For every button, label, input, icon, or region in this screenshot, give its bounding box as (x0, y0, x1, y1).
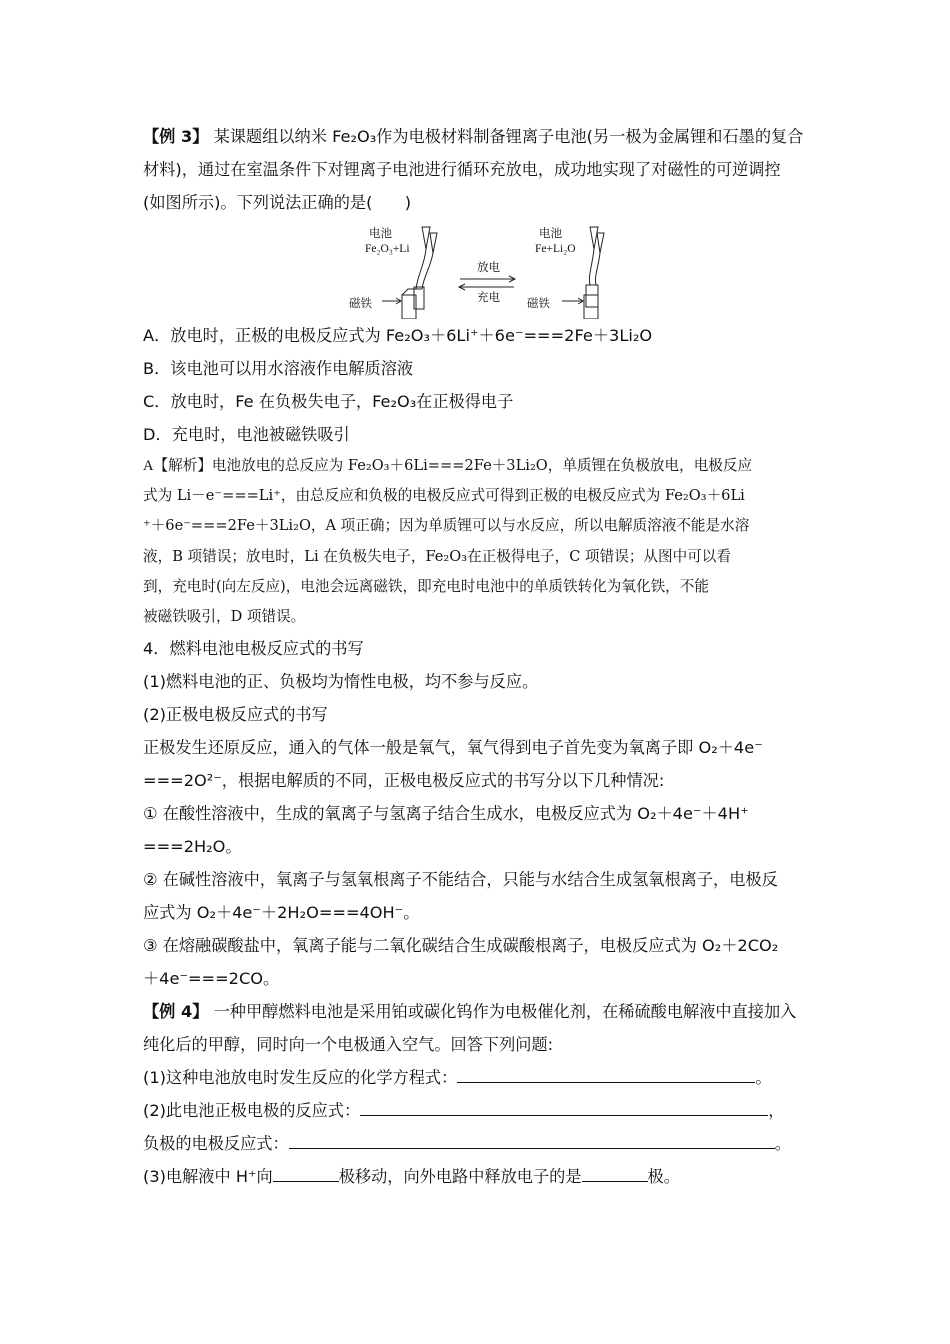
question3-blank-2[interactable] (582, 1165, 648, 1182)
option-b: B．该电池可以用水溶液作电解质溶液 (143, 359, 414, 378)
discharge-label: 放电 (477, 262, 500, 274)
section4-p2: (2)正极电极反应式的书写 (143, 705, 328, 725)
question3-text-a: (3)电解液中 H⁺向 (143, 1167, 273, 1187)
question2b-blank[interactable] (289, 1132, 775, 1149)
left-hook-b (430, 233, 437, 253)
question3-blank-1[interactable] (273, 1165, 339, 1182)
example4-line1 (143, 995, 807, 1028)
right-wire-a (589, 249, 594, 285)
right-battery-formula: Fe+Li₂O (535, 243, 576, 255)
question2b-text: 负极的电极反应式： (143, 1134, 289, 1154)
charge-label: 充电 (477, 292, 500, 304)
example3-line2: 材料)，通过在室温条件下对锂离子电池进行循环充放电，成功地实现了对磁性的可逆调控 (143, 160, 781, 179)
left-wire-a (416, 249, 426, 289)
section4-p3a: 正极发生还原反应，通入的气体一般是氧气，氧气得到电子首先变为氧离子即 O₂＋4e⁻ (143, 738, 763, 758)
case3-line2: ＋4e⁻===2CO。 (143, 969, 280, 989)
example4-line2: 纯化后的甲醇，同时向一个电极通入空气。回答下列问题: (143, 1035, 554, 1055)
analysis-line-1 (143, 451, 807, 481)
section4-title: 4．燃料电池电极反应式的书写 (143, 639, 364, 659)
example4-text-1: 一种甲醇燃料电池是采用铂或碳化钨作为电极催化剂，在稀硫酸电解液中直接加入 (213, 1002, 797, 1022)
question2-end: ， (768, 1101, 785, 1121)
analysis-line-6: 被磁铁吸引，D 项错误。 (143, 607, 306, 625)
reaction-arrows (459, 276, 515, 290)
analysis-line-5: 到，充电时(向左反应)，电池会远离磁铁，即充电时电池中的单质铁转化为氧化铁，不能 (143, 577, 709, 595)
question2-blank[interactable] (360, 1099, 768, 1116)
question3-text-b: 极移动，向外电路中释放电子的是 (338, 1167, 582, 1187)
case1-line1: ① 在酸性溶液中，生成的氧离子与氢离子结合生成水，电极反应式为 O₂＋4e⁻＋4H⁺ (143, 804, 749, 824)
question2 (143, 1094, 807, 1127)
right-magnet-label: 磁铁 (527, 298, 550, 310)
option-d: D．充电时，电池被磁铁吸引 (143, 425, 350, 444)
analysis-line-3: ⁺＋6e⁻===2Fe＋3Li₂O，A 项正确；因为单质锂可以与水反应，所以电解质溶液不能是水溶 (143, 517, 750, 535)
battery-magnet-figure (143, 219, 807, 319)
example3-text-1: 某课题组以纳米 Fe₂O₃作为电极材料制备锂离子电池(另一极为金属锂和石墨的复合 (213, 127, 804, 146)
example4-label: 【例 4】 (143, 1002, 209, 1022)
question1-end: 。 (755, 1068, 772, 1088)
right-battery-title: 电池 (539, 228, 562, 240)
question3 (143, 1160, 807, 1193)
left-magnet-label: 磁铁 (349, 298, 372, 310)
left-wire-b (422, 253, 433, 289)
analysis-label: A【解析】 (143, 458, 212, 474)
analysis-line-4: 液，B 项错误；放电时，Li 在负极失电子，Fe₂O₃在正极得电子，C 项错误；从图中可以看 (143, 547, 731, 565)
case2-line1: ② 在碱性溶液中，氧离子与氢氧根离子不能结合，只能与水结合生成氢氧根离子，电极反 (143, 870, 778, 890)
document-page (143, 120, 807, 1193)
example3-line3: (如图所示)。下列说法正确的是( ) (143, 193, 412, 212)
example3-label: 【例 3】 (143, 127, 209, 146)
example3-line1 (143, 120, 807, 153)
option-c: C．放电时，Fe 在负极失电子，Fe₂O₃在正极得电子 (143, 392, 514, 411)
question2b (143, 1127, 807, 1160)
left-hook-a (422, 227, 430, 249)
question1 (143, 1061, 807, 1094)
left-battery-formula: Fe₂O₃+Li (365, 243, 410, 255)
right-apparatus (562, 227, 604, 319)
right-hook-b (597, 233, 604, 253)
option-a: A．放电时，正极的电极反应式为 Fe₂O₃＋6Li⁺＋6e⁻===2Fe＋3Li₂O (143, 326, 653, 345)
question3-text-c: 极。 (647, 1167, 680, 1187)
question1-text: (1)这种电池放电时发生反应的化学方程式： (143, 1068, 458, 1088)
question2-text: (2)此电池正极电极的反应式： (143, 1101, 361, 1121)
right-wire-b (595, 253, 600, 285)
right-battery (586, 285, 598, 307)
question2b-end: 。 (774, 1134, 791, 1154)
question1-blank[interactable] (457, 1066, 755, 1083)
case3-line1: ③ 在熔融碳酸盐中，氧离子能与二氧化碳结合生成碳酸根离子，电极反应式为 O₂＋2CO₂ (143, 936, 779, 956)
section4-p1: (1)燃料电池的正、负极均为惰性电极，均不参与反应。 (143, 672, 539, 692)
left-battery-title: 电池 (369, 228, 392, 240)
case2-line2: 应式为 O₂＋4e⁻＋2H₂O===4OH⁻。 (143, 903, 420, 923)
section4-p3b: ===2O²⁻，根据电解质的不同，正极电极反应式的书写分以下几种情况: (143, 771, 665, 791)
right-hook-a (590, 227, 598, 249)
analysis-line-2: 式为 Li－e⁻===Li⁺，由总反应和负极的电极反应式可得到正极的电极反应式为 Fe₂O₃＋6Li (143, 487, 745, 505)
case1-line2: ===2H₂O。 (143, 837, 242, 857)
analysis-text-1: 电池放电的总反应为 Fe₂O₃＋6Li===2Fe＋3Li₂O，单质锂在负极放电，电极反应 (211, 457, 753, 474)
left-magnet-top (402, 289, 422, 295)
